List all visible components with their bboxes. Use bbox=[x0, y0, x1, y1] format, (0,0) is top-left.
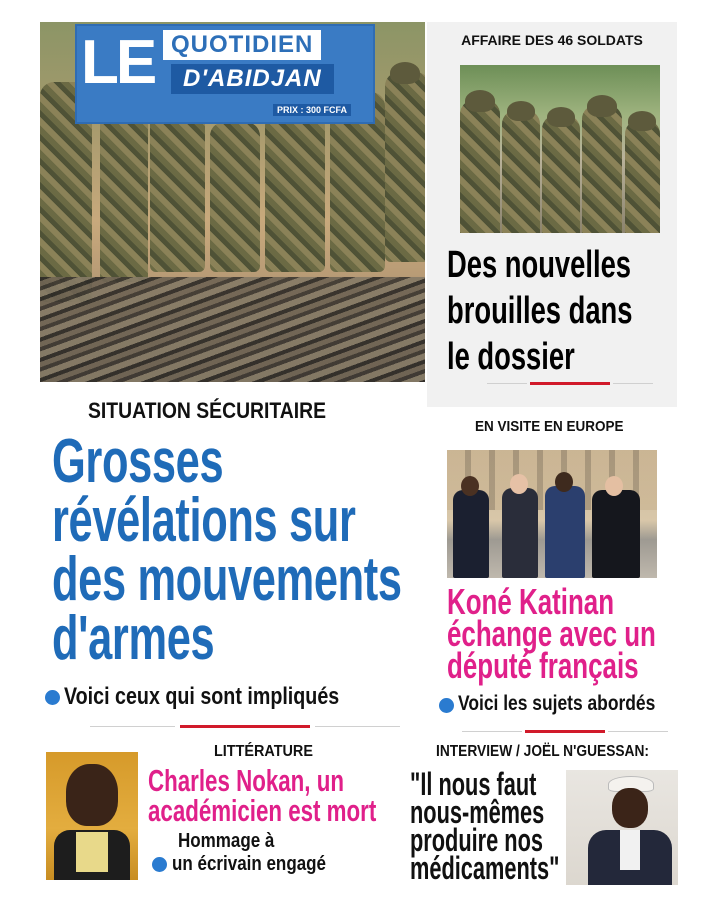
photo-person-head bbox=[510, 474, 528, 494]
portrait-face bbox=[66, 764, 118, 826]
photo-soldier bbox=[150, 102, 205, 272]
photo-helmet bbox=[507, 101, 535, 121]
photo-helmet bbox=[465, 90, 495, 112]
red-divider bbox=[530, 382, 610, 385]
europe-story-headline bbox=[447, 581, 720, 686]
soldiers-affair-photo bbox=[460, 65, 660, 233]
photo-face bbox=[612, 788, 648, 828]
photo-helmet bbox=[628, 111, 656, 131]
headline-line: le dossier bbox=[447, 336, 575, 378]
main-story-kicker: SITUATION SÉCURITAIRE bbox=[88, 398, 327, 423]
masthead-price: PRIX : 300 FCFA bbox=[273, 104, 351, 116]
europe-story-subhead: Voici les sujets abordés bbox=[458, 692, 656, 715]
photo-helmet bbox=[587, 95, 617, 117]
quote-line: médicaments" bbox=[410, 850, 560, 886]
masthead-abidjan: D'ABIDJAN bbox=[171, 64, 334, 94]
photo-soldier bbox=[582, 105, 622, 233]
headline-line: Des nouvelles bbox=[447, 244, 632, 286]
photo-soldier bbox=[502, 110, 540, 233]
interviewee-photo bbox=[566, 770, 678, 885]
photo-soldier bbox=[265, 112, 325, 272]
bullet-icon bbox=[45, 690, 60, 705]
photo-person bbox=[502, 488, 538, 578]
literature-story-subhead: Hommage à bbox=[178, 830, 275, 852]
headline-line: échange avec un bbox=[447, 613, 656, 654]
masthead-le: LE bbox=[81, 28, 155, 97]
headline-line: Koné Katinan bbox=[447, 581, 615, 622]
headline-line: des mouvements bbox=[52, 545, 402, 614]
headline-line: brouilles dans bbox=[447, 290, 633, 332]
photo-person bbox=[545, 486, 585, 578]
photo-helmet bbox=[547, 107, 575, 127]
quote-line: "Il nous faut bbox=[410, 766, 537, 802]
photo-soldier bbox=[625, 120, 660, 233]
headline-line: Charles Nokan, un bbox=[148, 763, 344, 798]
gray-divider bbox=[608, 731, 668, 732]
bullet-icon bbox=[439, 698, 454, 713]
literature-story-subhead-2: un écrivain engagé bbox=[172, 853, 326, 875]
masthead-logo bbox=[75, 24, 375, 124]
gray-divider bbox=[462, 731, 522, 732]
photo-helmet bbox=[390, 62, 420, 84]
photo-person-head bbox=[555, 472, 573, 492]
gray-divider bbox=[487, 383, 527, 384]
photo-shirt bbox=[620, 830, 640, 870]
photo-soldier bbox=[542, 115, 580, 233]
gray-divider bbox=[315, 726, 400, 727]
soldiers-affair-headline bbox=[447, 242, 705, 380]
europe-meeting-photo bbox=[447, 450, 657, 578]
europe-story-kicker: EN VISITE EN EUROPE bbox=[475, 418, 624, 435]
headline-line: Grosses bbox=[52, 427, 224, 496]
main-story-subhead: Voici ceux qui sont impliqués bbox=[64, 683, 340, 710]
quote-line: nous-mêmes bbox=[410, 794, 545, 830]
portrait-collar bbox=[76, 832, 108, 872]
photo-person-head bbox=[461, 476, 479, 496]
soldiers-affair-kicker: AFFAIRE DES 46 SOLDATS bbox=[461, 32, 643, 48]
headline-line: député français bbox=[447, 645, 639, 686]
photo-soldier bbox=[210, 122, 260, 272]
red-divider bbox=[525, 730, 605, 733]
gray-divider bbox=[90, 726, 175, 727]
soldiers-affair-box bbox=[427, 22, 677, 407]
masthead-quotidien: QUOTIDIEN bbox=[163, 30, 321, 60]
literature-story-kicker: LITTÉRATURE bbox=[214, 743, 313, 760]
photo-person bbox=[453, 490, 489, 578]
headline-line: révélations sur bbox=[52, 486, 356, 555]
quote-line: produire nos bbox=[410, 822, 543, 858]
headline-line: académicien est mort bbox=[148, 793, 377, 828]
photo-soldier bbox=[460, 100, 500, 233]
photo-person bbox=[592, 490, 640, 578]
gray-divider bbox=[613, 383, 653, 384]
photo-soldier bbox=[385, 72, 425, 262]
photo-person-head bbox=[605, 476, 623, 496]
red-divider bbox=[180, 725, 310, 728]
headline-line: d'armes bbox=[52, 604, 215, 673]
bullet-icon bbox=[152, 857, 167, 872]
portrait-photo bbox=[46, 752, 138, 880]
photo-weapons-pile bbox=[40, 277, 425, 382]
interview-kicker: INTERVIEW / JOËL N'GUESSAN: bbox=[436, 743, 650, 760]
photo-soldier bbox=[100, 112, 148, 282]
